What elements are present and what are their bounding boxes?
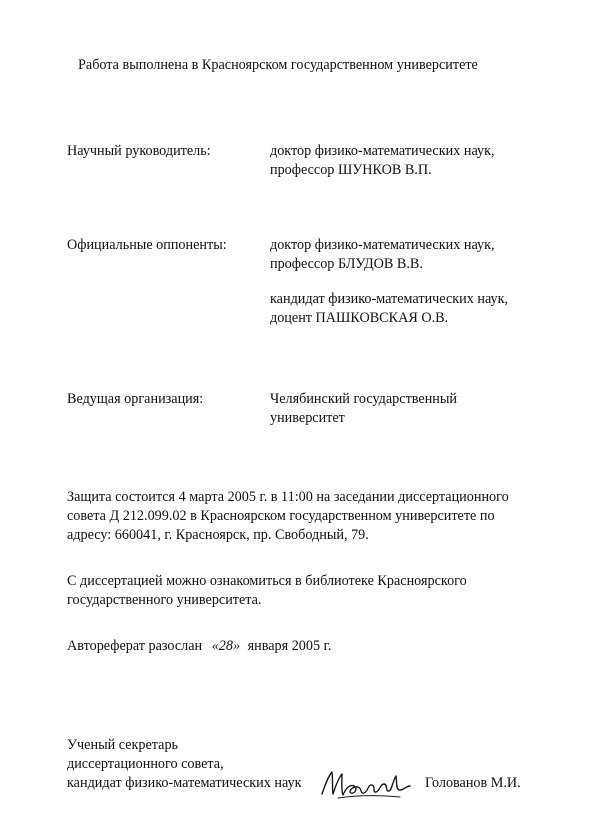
library-line-1: С диссертацией можно ознакомиться в библиотеке Красноярского xyxy=(67,573,467,589)
secretary-line-2: диссертационного совета, xyxy=(67,756,224,772)
opponent-second xyxy=(270,290,508,328)
supervisor-line-2: профессор ШУНКОВ В.П. xyxy=(270,162,432,178)
opponents-label: Официальные оппоненты: xyxy=(67,237,227,253)
abstract-sent-line xyxy=(67,637,331,656)
opponent-second-line-2: доцент ПАШКОВСКАЯ О.В. xyxy=(270,310,449,326)
abstract-sent-prefix: Автореферат разослан xyxy=(67,638,203,654)
abstract-sent-day: «28» xyxy=(211,638,241,654)
opponent-second-line-1: кандидат физико-математических наук, xyxy=(270,291,509,307)
supervisor-details xyxy=(270,142,495,180)
defense-line-2: совета Д 212.099.02 в Красноярском государственном университете по xyxy=(67,508,495,524)
supervisor-line-1: доктор физико-математических наук, xyxy=(270,143,495,159)
header-text: Работа выполнена в Красноярском государственном университете xyxy=(78,57,478,73)
opponent-first-line-1: доктор физико-математических наук, xyxy=(270,237,495,253)
defense-line-1: Защита состоится 4 марта 2005 г. в 11:00 на заседании диссертационного xyxy=(67,489,509,505)
opponent-first-line-2: профессор БЛУДОВ В.В. xyxy=(270,256,423,272)
secretary-name: Голованов М.И. xyxy=(425,775,521,791)
supervisor-label: Научный руководитель: xyxy=(67,143,211,159)
abstract-sent-suffix: января 2005 г. xyxy=(247,638,332,654)
secretary-line-3: кандидат физико-математических наук xyxy=(67,775,302,791)
leading-org-line-1: Челябинский государственный xyxy=(270,391,457,407)
leading-org-name xyxy=(270,390,457,428)
signature-icon xyxy=(318,762,418,804)
leading-org-label: Ведущая организация: xyxy=(67,391,204,407)
library-line-2: государственного университета. xyxy=(67,592,262,608)
opponent-first xyxy=(270,236,495,274)
secretary-line-1: Ученый секретарь xyxy=(67,737,179,753)
leading-org-line-2: университет xyxy=(270,410,345,426)
library-paragraph xyxy=(67,572,537,610)
defense-line-3: адресу: 660041, г. Красноярск, пр. Свободный, 79. xyxy=(67,527,369,543)
secretary-block xyxy=(67,736,302,793)
defense-paragraph xyxy=(67,488,537,545)
